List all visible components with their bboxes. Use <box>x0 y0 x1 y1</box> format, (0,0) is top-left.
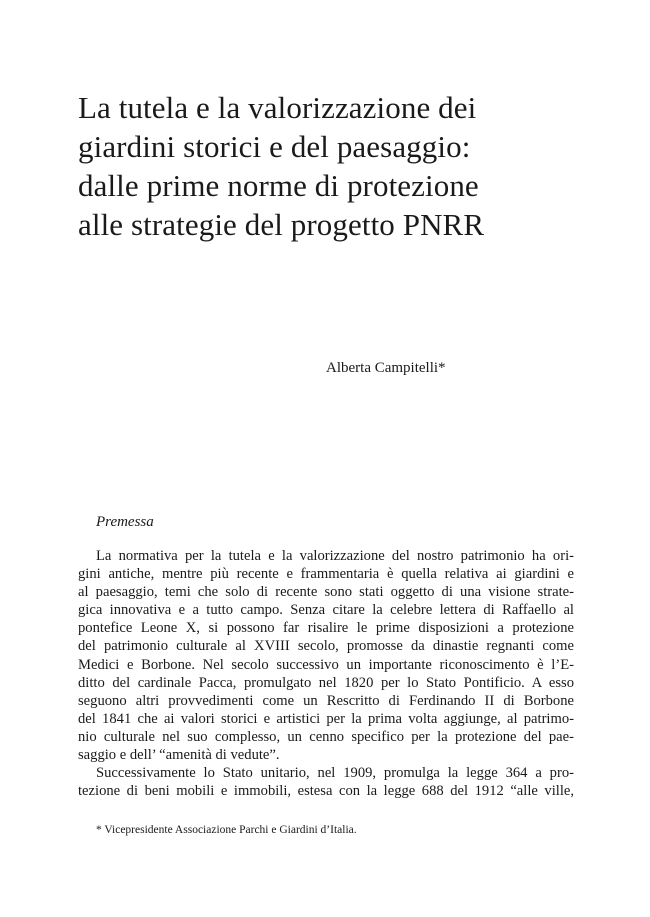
body-line: tezione di beni mobili e immobili, estesa con la legge 688 del 1912 “alle ville, <box>78 783 574 800</box>
title-line: dalle prime norme di protezione <box>78 168 479 203</box>
footnote: * Vicepresidente Associazione Parchi e Giardini d’Italia. <box>96 824 357 836</box>
author-name: Alberta Campitelli* <box>326 360 446 376</box>
section-heading: Premessa <box>96 514 154 530</box>
title-line: alle strategie del progetto PNRR <box>78 207 485 242</box>
body-line: pontefice Leone X, si possono far risalire le prime disposizioni a protezione <box>78 620 574 637</box>
body-line: seguono altri provvedimenti come un Rescritto di Ferdinando II di Borbone <box>78 692 574 709</box>
body-line: Medici e Borbone. Nel secolo successivo un importante riconoscimento è l’E- <box>78 656 574 673</box>
body-line: gini antiche, mentre più recente e frammentaria è quella relativa ai giardini e <box>78 566 574 583</box>
body-line: del patrimonio culturale al XVIII secolo, promosse da dinastie regnanti come <box>78 638 574 655</box>
body-line: al paesaggio, temi che solo di recente sono stati oggetto di una visione strate- <box>78 584 574 601</box>
title-line: La tutela e la valorizzazione dei <box>78 90 477 125</box>
article-title <box>78 88 578 244</box>
body-text <box>78 547 574 800</box>
body-line: del 1841 che ai valori storici e artistici per la prima volta aggiunge, al patrimo- <box>78 710 574 727</box>
body-line: La normativa per la tutela e la valorizzazione del nostro patrimonio ha ori- <box>96 548 574 564</box>
body-line: Successivamente lo Stato unitario, nel 1909, promulga la legge 364 a pro- <box>96 765 574 782</box>
body-line: nio culturale nel suo complesso, un cenno specifico per la protezione del pae- <box>78 728 574 745</box>
body-line: ditto del cardinale Pacca, promulgato nel 1820 per lo Stato Pontificio. A esso <box>78 674 574 691</box>
body-line: gica innovativa e a tutto campo. Senza citare la celebre lettera di Raffaello al <box>78 602 574 619</box>
title-line: giardini storici e del paesaggio: <box>78 129 471 164</box>
body-line: saggio e dell’ “amenità di vedute”. <box>78 747 280 764</box>
